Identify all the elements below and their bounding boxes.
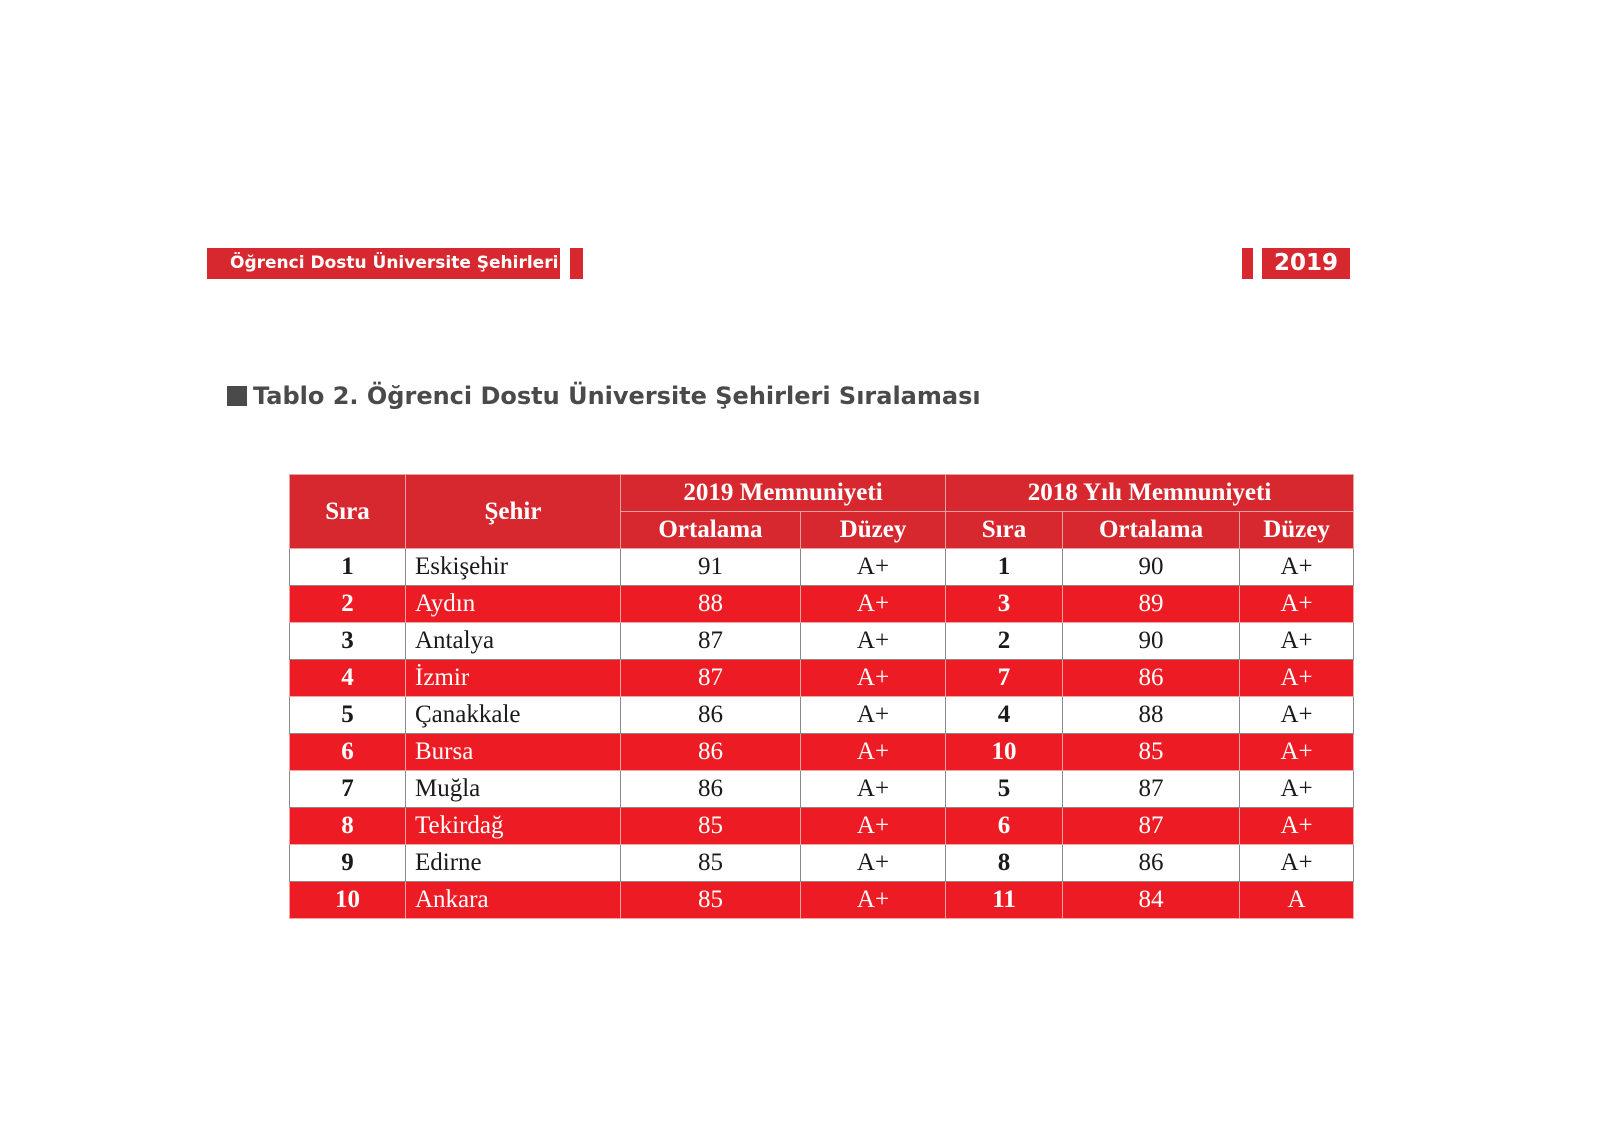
cell-avg-2019: 87 <box>621 660 801 697</box>
cell-city: İzmir <box>406 660 621 697</box>
cell-avg-2018: 90 <box>1063 623 1240 660</box>
table-row <box>290 623 1354 660</box>
cell-avg-2019: 88 <box>621 586 801 623</box>
cell-avg-2018: 90 <box>1063 549 1240 586</box>
header-level-2019: Düzey <box>801 512 946 549</box>
table-row <box>290 882 1354 919</box>
cell-level-2019: A+ <box>801 808 946 845</box>
cell-rank-2018: 10 <box>946 734 1063 771</box>
cell-avg-2019: 87 <box>621 623 801 660</box>
section-label: Öğrenci Dostu Üniversite Şehirleri <box>207 248 560 279</box>
table-row <box>290 660 1354 697</box>
cell-rank-2018: 8 <box>946 845 1063 882</box>
cell-city: Tekirdağ <box>406 808 621 845</box>
table-row <box>290 771 1354 808</box>
cell-avg-2018: 85 <box>1063 734 1240 771</box>
cell-rank: 9 <box>290 845 406 882</box>
cell-city: Çanakkale <box>406 697 621 734</box>
cell-level-2018: A+ <box>1240 808 1354 845</box>
header-accent-bar-right <box>1242 248 1253 279</box>
cell-level-2018: A+ <box>1240 697 1354 734</box>
cell-avg-2018: 89 <box>1063 586 1240 623</box>
header-level-2018: Düzey <box>1240 512 1354 549</box>
cell-level-2019: A+ <box>801 771 946 808</box>
cell-level-2019: A+ <box>801 882 946 919</box>
cell-rank-2018: 3 <box>946 586 1063 623</box>
cell-rank-2018: 11 <box>946 882 1063 919</box>
cell-avg-2019: 85 <box>621 845 801 882</box>
cell-level-2018: A+ <box>1240 845 1354 882</box>
cell-city: Muğla <box>406 771 621 808</box>
table-row <box>290 808 1354 845</box>
cell-rank: 4 <box>290 660 406 697</box>
header-accent-bar-left <box>570 248 583 279</box>
cell-level-2019: A+ <box>801 697 946 734</box>
cell-rank: 8 <box>290 808 406 845</box>
cell-rank-2018: 5 <box>946 771 1063 808</box>
cell-city: Antalya <box>406 623 621 660</box>
cell-level-2018: A+ <box>1240 549 1354 586</box>
cell-avg-2019: 85 <box>621 882 801 919</box>
year-badge: 2019 <box>1262 248 1350 279</box>
cell-rank-2018: 7 <box>946 660 1063 697</box>
cell-city: Ankara <box>406 882 621 919</box>
cell-city: Edirne <box>406 845 621 882</box>
table-row <box>290 845 1354 882</box>
cell-city: Eskişehir <box>406 549 621 586</box>
cell-avg-2018: 87 <box>1063 771 1240 808</box>
cell-level-2018: A+ <box>1240 586 1354 623</box>
header-avg-2018: Ortalama <box>1063 512 1240 549</box>
cell-avg-2019: 86 <box>621 697 801 734</box>
table-row <box>290 734 1354 771</box>
cell-level-2018: A+ <box>1240 771 1354 808</box>
cell-rank: 2 <box>290 586 406 623</box>
cell-level-2018: A <box>1240 882 1354 919</box>
table-row <box>290 549 1354 586</box>
header-rank: Sıra <box>290 475 406 549</box>
cell-city: Aydın <box>406 586 621 623</box>
cell-level-2019: A+ <box>801 623 946 660</box>
header-city: Şehir <box>406 475 621 549</box>
header-rank-2018: Sıra <box>946 512 1063 549</box>
year-header <box>1242 248 1350 279</box>
cell-avg-2018: 86 <box>1063 660 1240 697</box>
header-group-2018: 2018 Yılı Memnuniyeti <box>946 475 1354 512</box>
cell-avg-2018: 87 <box>1063 808 1240 845</box>
cell-rank-2018: 6 <box>946 808 1063 845</box>
cell-rank: 6 <box>290 734 406 771</box>
cell-level-2019: A+ <box>801 845 946 882</box>
cell-avg-2018: 86 <box>1063 845 1240 882</box>
cell-level-2019: A+ <box>801 734 946 771</box>
cell-level-2018: A+ <box>1240 734 1354 771</box>
cell-level-2018: A+ <box>1240 660 1354 697</box>
cell-avg-2019: 86 <box>621 771 801 808</box>
table-caption <box>227 382 981 410</box>
table-row <box>290 697 1354 734</box>
cell-level-2019: A+ <box>801 549 946 586</box>
table-row <box>290 586 1354 623</box>
cell-rank-2018: 2 <box>946 623 1063 660</box>
cell-rank-2018: 1 <box>946 549 1063 586</box>
header-row-top <box>290 475 1354 512</box>
header-group-2019: 2019 Memnuniyeti <box>621 475 946 512</box>
table-body <box>290 549 1354 919</box>
section-header <box>207 248 583 279</box>
cell-rank: 5 <box>290 697 406 734</box>
cell-rank-2018: 4 <box>946 697 1063 734</box>
table-header <box>290 475 1354 549</box>
cell-avg-2019: 86 <box>621 734 801 771</box>
cell-city: Bursa <box>406 734 621 771</box>
cell-rank: 7 <box>290 771 406 808</box>
cell-rank: 10 <box>290 882 406 919</box>
cell-rank: 3 <box>290 623 406 660</box>
cell-level-2019: A+ <box>801 586 946 623</box>
cell-avg-2019: 85 <box>621 808 801 845</box>
cell-avg-2018: 88 <box>1063 697 1240 734</box>
cell-level-2018: A+ <box>1240 623 1354 660</box>
caption-text: Tablo 2. Öğrenci Dostu Üniversite Şehirleri Sıralaması <box>253 382 981 410</box>
cell-avg-2018: 84 <box>1063 882 1240 919</box>
cell-level-2019: A+ <box>801 660 946 697</box>
ranking-table <box>289 474 1354 919</box>
header-avg-2019: Ortalama <box>621 512 801 549</box>
cell-rank: 1 <box>290 549 406 586</box>
caption-square-icon <box>227 386 247 406</box>
cell-avg-2019: 91 <box>621 549 801 586</box>
